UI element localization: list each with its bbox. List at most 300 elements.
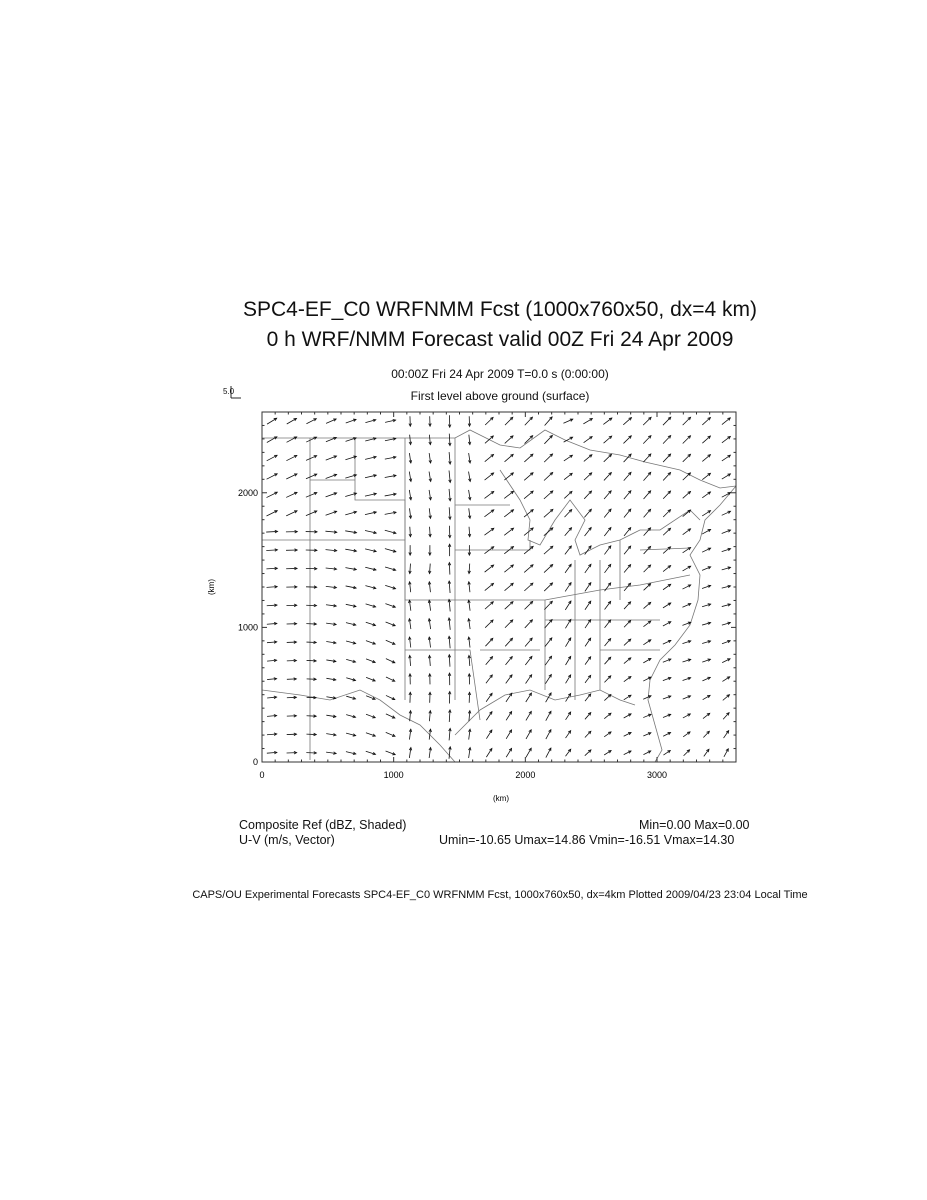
wind-vector <box>486 657 493 665</box>
wind-vector <box>409 453 412 463</box>
wind-vector <box>702 529 710 534</box>
wind-vector <box>663 659 671 662</box>
wind-vector <box>428 600 431 610</box>
wind-vector <box>702 641 710 644</box>
wind-vector <box>663 640 671 644</box>
valid-time-line: 00:00Z Fri 24 Apr 2009 T=0.0 s (0:00:00) <box>391 367 609 381</box>
wind-vector <box>428 637 431 647</box>
wind-vector <box>544 509 553 517</box>
wind-vector <box>504 565 513 572</box>
wind-vectors <box>266 415 730 759</box>
wind-vector <box>604 509 611 517</box>
wind-vector <box>468 619 471 629</box>
wind-vector <box>566 656 571 665</box>
legend-field-2-label: U-V (m/s, Vector) <box>239 833 335 847</box>
wind-vector <box>266 549 277 552</box>
wind-vector <box>643 454 650 462</box>
wind-vector <box>545 638 552 647</box>
wind-vector <box>506 712 512 721</box>
wind-vector <box>409 748 412 758</box>
wind-vector <box>526 693 532 702</box>
wind-vector <box>702 492 710 498</box>
wind-vector <box>663 750 670 755</box>
wind-vector <box>287 678 297 681</box>
wind-vector <box>505 436 513 444</box>
wind-vector <box>409 527 412 537</box>
wind-vector <box>506 675 512 684</box>
wind-vector <box>724 731 729 738</box>
wind-vector <box>326 623 336 626</box>
wind-vector <box>429 453 432 463</box>
wind-vector <box>485 638 492 646</box>
wind-vector <box>604 713 611 718</box>
wind-vector <box>702 417 710 424</box>
wind-vector <box>722 530 731 534</box>
legend-field-1-stats: Min=0.00 Max=0.00 <box>639 818 750 832</box>
wind-vector <box>307 659 317 662</box>
wind-vector <box>267 678 276 681</box>
wind-vector <box>386 622 396 626</box>
wind-vector <box>267 733 277 736</box>
wind-vector <box>584 509 591 517</box>
wind-vector <box>624 695 631 700</box>
wind-vector <box>663 584 671 589</box>
wind-vector <box>524 491 533 499</box>
wind-vector <box>365 493 376 496</box>
wind-vector <box>604 564 610 572</box>
x-tick-label: 3000 <box>646 770 668 780</box>
wind-vector <box>326 419 336 423</box>
wind-vector <box>544 583 552 591</box>
wind-vector <box>504 528 513 535</box>
wind-vector <box>346 623 356 626</box>
wind-vector <box>409 711 412 721</box>
wind-vector <box>525 601 533 609</box>
wind-vector <box>409 729 412 739</box>
wind-vector <box>585 694 591 701</box>
wind-vector <box>346 715 355 718</box>
wind-vector <box>644 528 651 536</box>
wind-vector <box>346 696 355 699</box>
wind-vector <box>605 639 611 646</box>
wind-vector <box>366 733 375 737</box>
wind-vector <box>385 493 396 496</box>
wind-vector <box>287 696 297 699</box>
wind-vector <box>366 696 375 700</box>
wind-vector <box>486 748 492 757</box>
wind-vector <box>287 715 297 718</box>
wind-vector <box>663 566 671 572</box>
wind-vector <box>585 528 592 536</box>
wind-vector <box>266 511 277 516</box>
wind-vector <box>723 695 730 701</box>
wind-vector <box>723 713 729 720</box>
wind-vector <box>286 586 297 589</box>
wind-vector <box>409 674 412 684</box>
wind-vector <box>449 489 452 501</box>
wind-vector <box>564 491 572 498</box>
wind-vector <box>286 549 297 552</box>
wind-vector <box>643 621 650 627</box>
wind-vector <box>468 655 471 665</box>
wind-vector <box>449 507 452 519</box>
wind-vector <box>385 475 396 478</box>
wind-vector <box>306 733 316 736</box>
wind-vector <box>605 601 611 609</box>
wind-vector <box>584 437 593 443</box>
wind-vector <box>624 676 631 681</box>
wind-vector <box>266 530 277 533</box>
wind-vector <box>408 619 411 629</box>
wind-vector <box>385 549 396 553</box>
wind-vector <box>325 531 336 534</box>
wind-vector <box>643 640 650 645</box>
wind-vector <box>409 435 412 445</box>
title-line-1: SPC4-EF_C0 WRFNMM Fcst (1000x760x50, dx=4 km) <box>242 298 758 321</box>
wind-vector <box>546 711 551 720</box>
wind-vector <box>544 491 553 499</box>
wind-vector <box>663 677 671 680</box>
wind-vector <box>429 508 432 518</box>
wind-vector <box>684 750 690 756</box>
wind-vector <box>683 659 691 662</box>
wind-vector <box>287 641 297 644</box>
wind-vector <box>286 511 297 516</box>
wind-vector <box>682 640 690 643</box>
wind-vector <box>722 548 731 551</box>
wind-vector <box>604 676 610 683</box>
wind-vector <box>326 715 336 718</box>
wind-vector <box>286 474 297 479</box>
wind-vector <box>326 493 337 497</box>
wind-vector <box>306 474 317 479</box>
wind-vector <box>525 656 532 665</box>
wind-vector <box>448 636 451 648</box>
wind-vector <box>504 491 513 498</box>
vector-scale-arrow <box>231 386 241 398</box>
wind-vector <box>428 619 431 629</box>
wind-vector <box>449 728 452 740</box>
wind-vector <box>623 418 631 425</box>
wind-vector <box>505 620 513 628</box>
wind-vector <box>524 454 533 462</box>
wind-vector <box>545 620 552 629</box>
wind-vector <box>468 692 471 702</box>
wind-vector <box>306 419 316 424</box>
wind-vector <box>683 566 691 571</box>
wind-vector <box>448 544 451 556</box>
wind-vector <box>286 530 297 533</box>
wind-vector <box>267 418 277 424</box>
wind-vector <box>366 677 375 681</box>
wind-vector <box>306 623 316 626</box>
wind-vector <box>526 711 531 720</box>
wind-vector <box>702 473 710 479</box>
wind-vector <box>346 641 356 644</box>
wind-vector <box>505 638 512 646</box>
wind-vector <box>585 638 591 646</box>
wind-vector <box>365 456 376 459</box>
wind-vector <box>346 659 355 662</box>
wind-vector <box>287 622 297 625</box>
wind-vector <box>545 417 552 426</box>
wind-vector <box>722 622 730 625</box>
wind-vector <box>366 604 376 607</box>
wind-vector <box>484 510 493 517</box>
wind-vector <box>643 658 651 662</box>
wind-vector <box>287 418 297 424</box>
y-tick-label: 2000 <box>237 487 258 498</box>
wind-vector <box>524 583 533 591</box>
wind-vector <box>604 527 611 536</box>
wind-vector <box>429 692 432 702</box>
wind-vector <box>485 454 494 461</box>
wind-vector <box>683 510 691 516</box>
wind-vector <box>385 530 396 534</box>
wind-vector <box>604 491 611 499</box>
wind-vector <box>624 528 631 536</box>
wind-vector <box>565 619 570 628</box>
wind-vector <box>663 510 670 517</box>
wind-vector <box>585 713 591 720</box>
title-line-2: 0 h WRF/NMM Forecast valid 00Z Fri 24 Apr 2009 <box>266 328 734 351</box>
wind-vector <box>682 585 690 589</box>
wind-vector <box>683 732 690 737</box>
wind-vector <box>409 416 412 426</box>
wind-vector <box>266 567 277 570</box>
wind-vector <box>468 564 471 574</box>
legend-field-2-stats: Umin=-10.65 Umax=14.86 Vmin=-16.51 Vmax=14.30 <box>439 833 735 847</box>
wind-vector <box>604 436 612 443</box>
wind-vector <box>526 730 531 739</box>
level-description: First level above ground (surface) <box>410 389 590 403</box>
wind-vector <box>306 549 317 552</box>
wind-vector <box>386 695 395 699</box>
wind-vector <box>468 490 471 500</box>
wind-vector <box>566 731 571 738</box>
wind-vector <box>703 695 710 699</box>
wind-vector <box>683 491 691 498</box>
wind-vector <box>585 564 591 573</box>
wind-vector <box>485 565 494 572</box>
wind-vector <box>409 655 412 665</box>
wind-vector <box>429 545 432 555</box>
wind-vector <box>505 454 514 461</box>
wind-vector <box>604 546 610 555</box>
wind-vector <box>682 622 690 625</box>
wind-vector <box>346 733 356 736</box>
wind-vector <box>722 455 731 461</box>
wind-vector <box>385 604 395 608</box>
wind-vector <box>545 675 551 684</box>
wind-vector <box>604 473 611 481</box>
wind-vector <box>643 696 651 700</box>
wind-vector <box>702 659 710 662</box>
wind-vector <box>545 656 551 665</box>
wind-vector <box>468 453 471 463</box>
wind-vector <box>468 674 471 684</box>
wind-vector <box>326 474 337 478</box>
wind-vector <box>603 418 612 424</box>
wind-vector <box>585 657 591 665</box>
wind-vector <box>409 582 412 592</box>
wind-vector <box>663 696 671 699</box>
wind-vector <box>409 472 412 482</box>
wind-vector <box>565 510 572 518</box>
wind-vector <box>702 677 710 681</box>
state-line-c3 <box>405 650 480 720</box>
wind-vector <box>485 602 493 609</box>
wind-vector <box>722 436 730 442</box>
wind-vector <box>366 714 375 718</box>
wind-vector <box>663 473 670 481</box>
wind-vector <box>448 563 451 575</box>
state-line-e1 <box>545 575 690 600</box>
wind-vector <box>624 491 631 499</box>
wind-vector <box>409 692 412 702</box>
wind-vector <box>468 416 471 426</box>
wind-vector <box>385 585 395 589</box>
wind-vector <box>468 508 471 518</box>
wind-vector <box>525 638 532 646</box>
legend-field-1-label: Composite Ref (dBZ, Shaded) <box>239 818 407 832</box>
wind-vector <box>663 436 671 444</box>
wind-vector <box>504 473 513 480</box>
wind-vector <box>663 417 671 425</box>
wind-vector <box>409 545 412 555</box>
wind-vector <box>702 622 711 625</box>
wind-vector <box>724 749 728 757</box>
wind-vector <box>386 659 395 663</box>
wind-vector <box>448 581 451 593</box>
wind-vector <box>468 729 471 739</box>
wind-vector <box>468 435 471 445</box>
wind-vector <box>663 714 671 717</box>
wind-vector <box>326 549 337 552</box>
wind-vector <box>385 456 396 459</box>
wind-vector <box>449 452 452 464</box>
wind-vector <box>408 600 411 610</box>
wind-vector <box>605 620 611 628</box>
wind-vector <box>468 582 471 592</box>
wind-vector <box>722 604 731 607</box>
wind-vector <box>448 599 451 611</box>
wind-vector <box>485 436 493 443</box>
wind-vector <box>722 640 730 643</box>
wind-vector <box>644 491 651 499</box>
state-line-c5 <box>470 600 545 690</box>
wind-vector <box>682 604 690 608</box>
wind-vector <box>448 526 451 538</box>
wind-vector <box>429 748 432 758</box>
wind-vector <box>287 659 297 662</box>
wind-vector <box>683 417 691 425</box>
wind-vector <box>346 586 357 589</box>
wind-vector <box>605 657 611 664</box>
wind-vector <box>506 730 511 739</box>
wind-vector <box>287 733 297 736</box>
footer-caption: CAPS/OU Experimental Forecasts SPC4-EF_C0 WRFNMM Fcst, 1000x760x50, dx=4km Plotted 2009/04/23 23:04 Local Time <box>192 889 808 901</box>
wind-vector <box>486 730 492 739</box>
wind-vector <box>286 455 296 460</box>
wind-vector <box>624 714 631 718</box>
wind-vector <box>326 733 336 736</box>
wind-vector <box>506 748 511 757</box>
wind-vector <box>722 493 731 498</box>
wind-vector <box>286 492 297 497</box>
wind-vector <box>287 751 297 754</box>
wind-vector <box>624 472 631 480</box>
state-line-w2 <box>355 438 405 540</box>
wind-vector <box>663 454 671 462</box>
atlantic-coast <box>648 486 736 762</box>
y-tick-label: 0 <box>252 757 258 767</box>
wind-vector <box>604 732 611 737</box>
wind-vector <box>585 620 591 628</box>
wind-vector <box>409 637 412 647</box>
wind-vector <box>365 567 376 570</box>
wind-vector <box>429 416 432 426</box>
wind-vector <box>565 583 571 592</box>
wind-vector <box>267 455 277 461</box>
wind-vector <box>365 419 375 422</box>
state-boundaries <box>262 430 736 762</box>
wind-vector <box>526 748 531 757</box>
wind-vector <box>546 748 551 757</box>
wind-vector <box>544 601 552 609</box>
wind-vector <box>624 658 631 664</box>
wind-vector <box>267 751 277 754</box>
wind-vector <box>429 711 432 721</box>
wind-vector <box>683 454 691 462</box>
wind-vector <box>524 473 533 481</box>
wind-vector <box>266 492 277 497</box>
wind-vector <box>722 659 730 663</box>
wind-vector <box>365 586 375 589</box>
wind-vector <box>663 528 670 535</box>
wind-vector <box>486 712 492 721</box>
wind-vector <box>683 473 691 480</box>
wind-vector <box>624 509 631 517</box>
wind-vector <box>306 567 317 570</box>
wind-vector <box>306 641 316 644</box>
wind-vector <box>267 622 277 625</box>
wind-vector <box>544 435 552 443</box>
x-axis-label: (km) <box>493 794 509 803</box>
wind-vector <box>546 730 551 739</box>
y-axis-label: (km) <box>207 579 216 595</box>
wind-vector <box>624 732 631 736</box>
mexico-border <box>262 690 380 700</box>
wind-vector <box>449 470 452 482</box>
wind-vector <box>703 713 710 718</box>
wind-vector <box>585 731 591 737</box>
wind-vector <box>429 435 432 445</box>
wind-vector <box>267 604 277 607</box>
wind-vector <box>703 731 709 737</box>
wind-vector <box>644 509 651 517</box>
wind-vector <box>585 675 591 683</box>
wind-vector <box>326 568 337 571</box>
wind-vector <box>307 715 317 718</box>
wind-vector <box>526 675 532 684</box>
wind-vector <box>386 714 395 718</box>
wind-vector <box>267 586 278 589</box>
wind-vector <box>267 659 277 662</box>
wind-vector <box>428 582 431 592</box>
axis-tick-labels <box>238 488 667 780</box>
wind-vector <box>565 546 571 554</box>
